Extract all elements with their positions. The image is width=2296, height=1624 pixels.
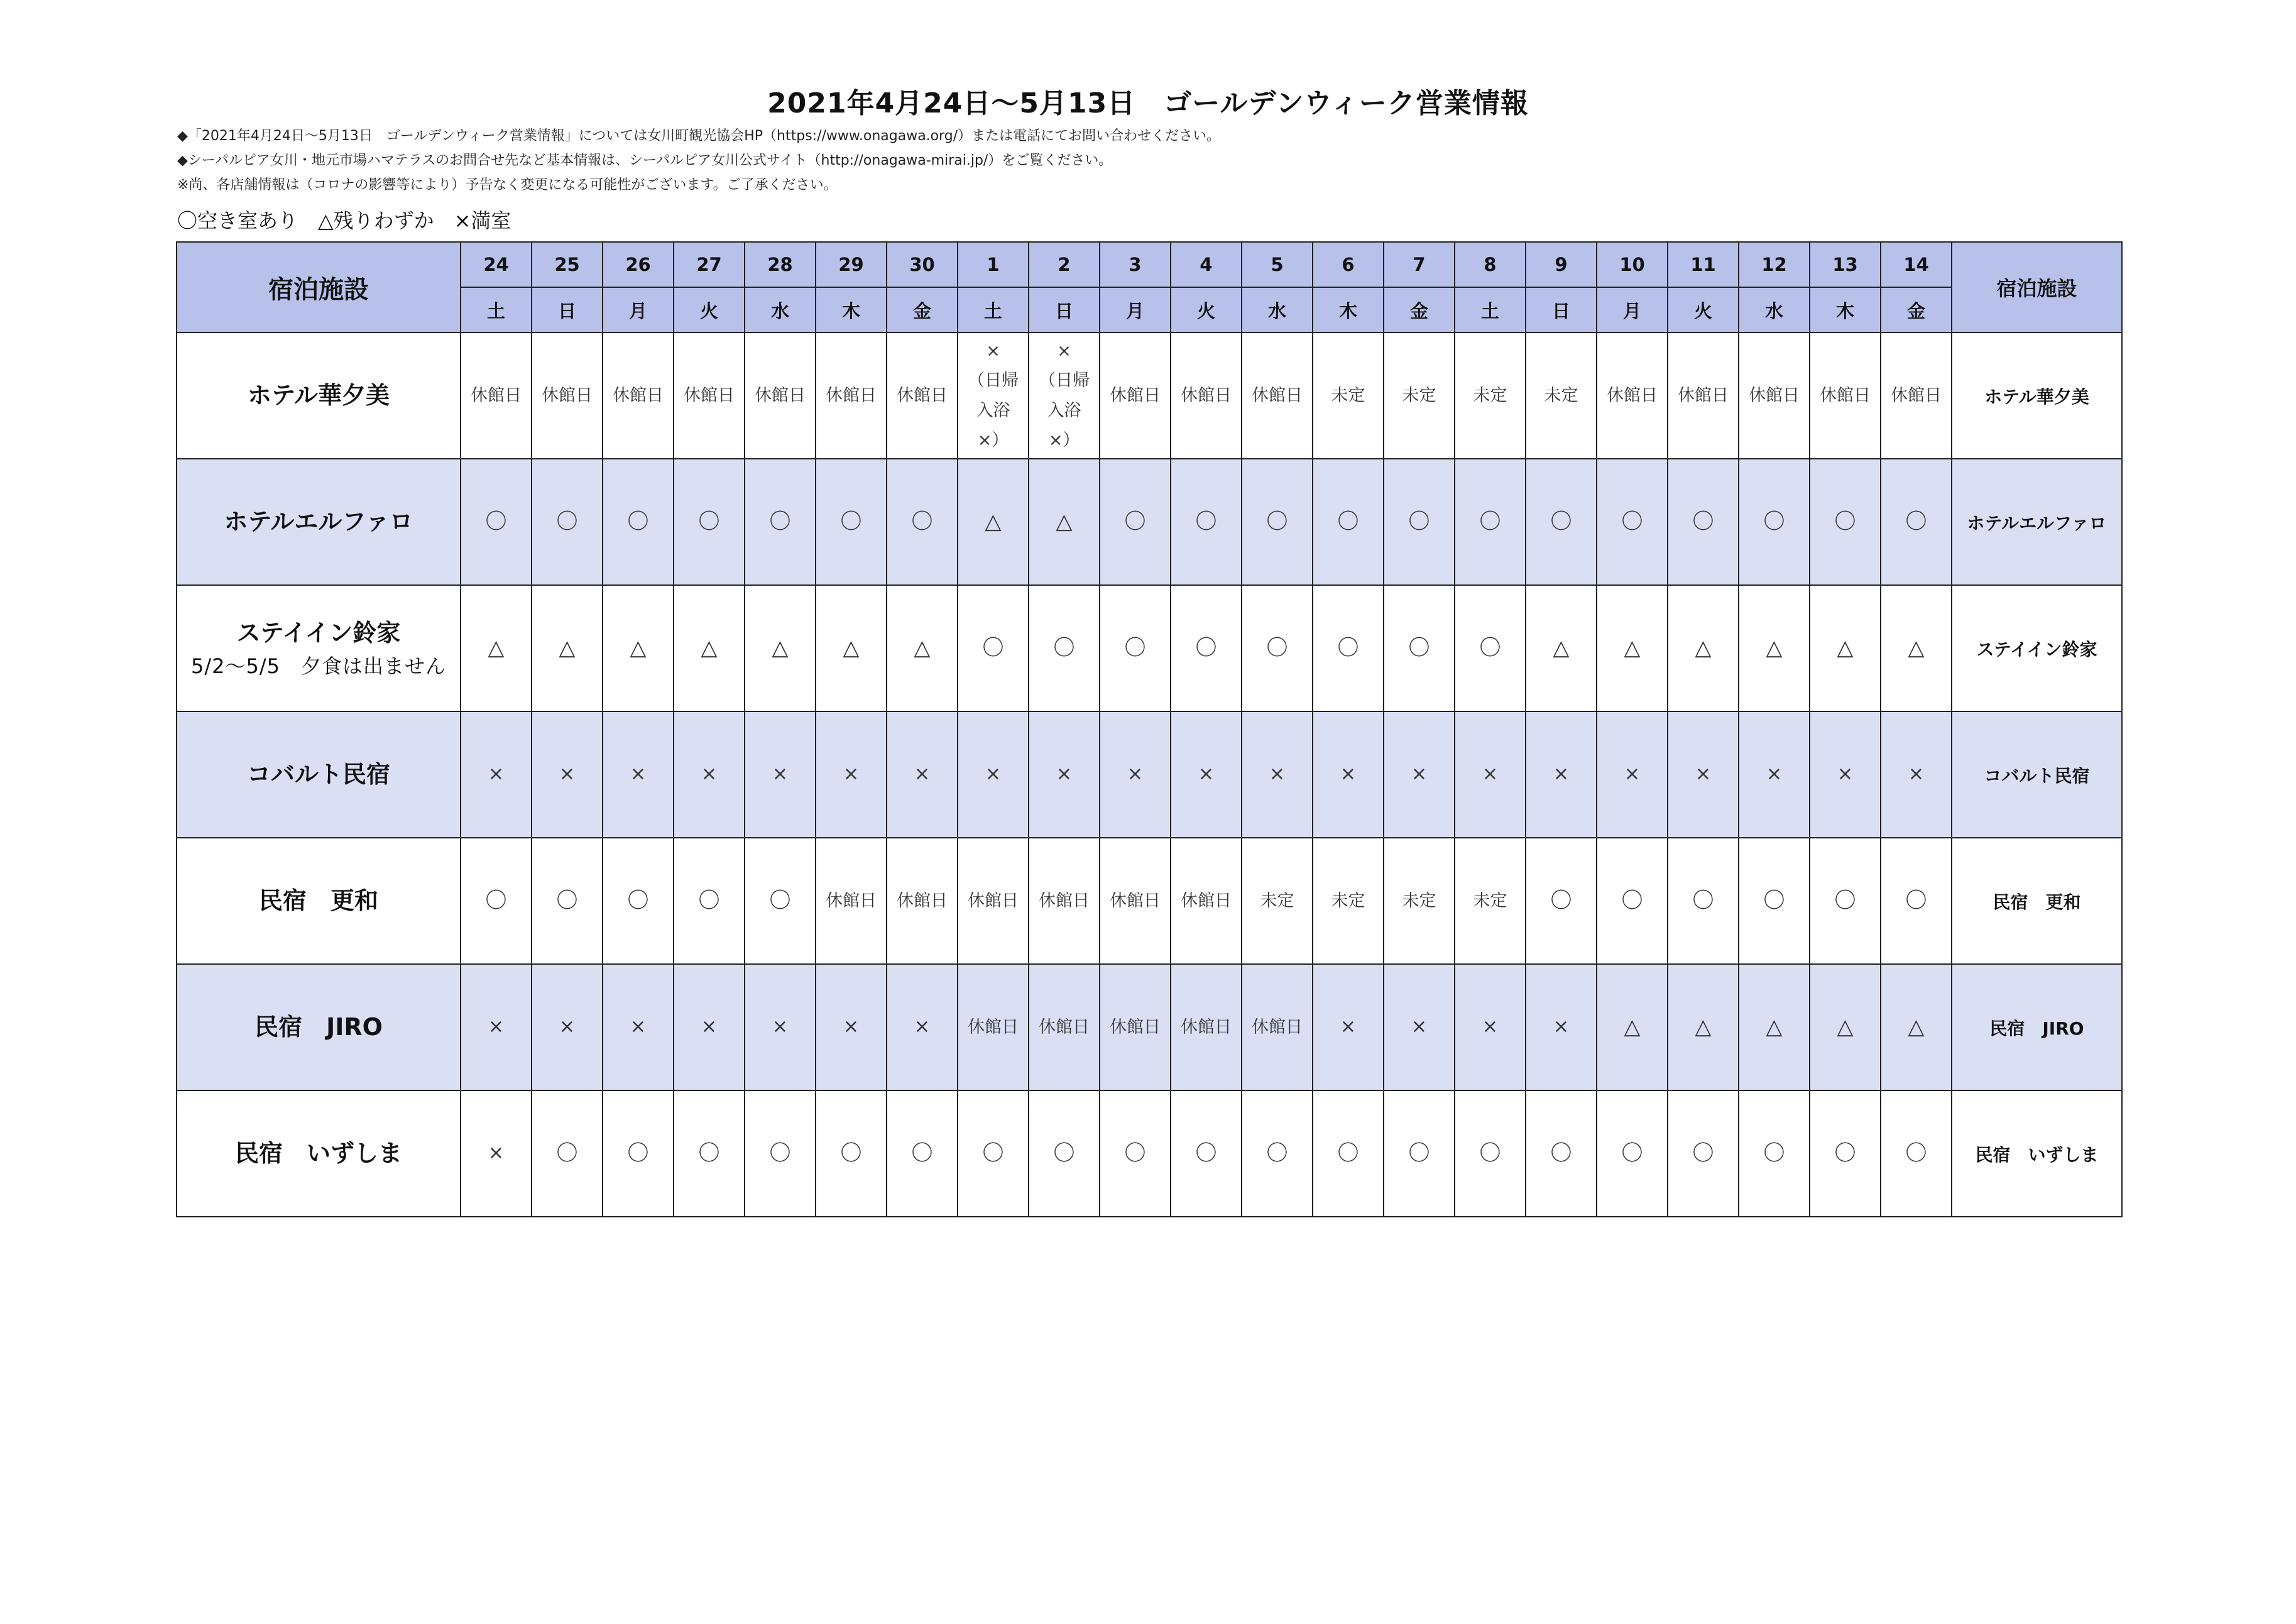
status-cell: 休館日 xyxy=(1242,964,1313,1090)
status-cell: 〇 xyxy=(887,1090,958,1217)
status-cell: 〇 xyxy=(1739,838,1810,964)
day-header: 24 xyxy=(461,242,532,287)
status-cell: 休館日 xyxy=(1171,838,1242,964)
status-cell: 〇 xyxy=(1313,585,1384,711)
status-cell: 〇 xyxy=(1668,459,1739,585)
day-header: 13 xyxy=(1810,242,1881,287)
note-line: ※尚、各店舗情報は（コロナの影響等により）予告なく変更になる可能性がございます。ご了承ください。 xyxy=(177,177,838,193)
status-cell: × xyxy=(461,711,532,838)
status-cell: × xyxy=(1739,711,1810,838)
status-cell: △ xyxy=(603,585,674,711)
page-title: 2021年4月24日～5月13日 ゴールデンウィーク営業情報 xyxy=(767,87,1529,119)
day-header: 29 xyxy=(816,242,887,287)
day-header: 11 xyxy=(1668,242,1739,287)
facility-name xyxy=(177,459,461,585)
status-cell: 〇 xyxy=(674,459,745,585)
status-cell: 〇 xyxy=(603,1090,674,1217)
facility-name-right: ステイイン鈴家 xyxy=(1952,585,2122,711)
status-cell: 休館日 xyxy=(745,332,816,459)
status-cell: × xyxy=(1810,711,1881,838)
status-cell: 〇 xyxy=(1029,1090,1100,1217)
weekday-header: 月 xyxy=(1597,287,1668,332)
facility-row xyxy=(177,838,2122,964)
facility-name xyxy=(177,585,461,711)
status-cell: 〇 xyxy=(1384,585,1455,711)
facility-row xyxy=(177,964,2122,1090)
status-cell: 〇 xyxy=(1384,459,1455,585)
weekday-header: 土 xyxy=(461,287,532,332)
status-cell: △ xyxy=(532,585,603,711)
status-cell: △ xyxy=(1810,585,1881,711)
status-cell: × xyxy=(603,964,674,1090)
facility-name xyxy=(177,1090,461,1217)
day-header: 25 xyxy=(532,242,603,287)
weekday-header: 月 xyxy=(603,287,674,332)
status-cell: × xyxy=(461,964,532,1090)
status-cell: △ xyxy=(461,585,532,711)
status-cell: × xyxy=(1668,711,1739,838)
status-cell: × xyxy=(1384,964,1455,1090)
day-header: 10 xyxy=(1597,242,1668,287)
status-cell: 〇 xyxy=(1881,838,1952,964)
day-header: 2 xyxy=(1029,242,1100,287)
status-cell: × xyxy=(674,964,745,1090)
status-cell: × xyxy=(887,964,958,1090)
status-cell: 未定 xyxy=(1384,838,1455,964)
status-cell: 〇 xyxy=(461,838,532,964)
status-cell: 〇 xyxy=(1242,1090,1313,1217)
facility-name-right: ホテル華夕美 xyxy=(1952,332,2122,459)
status-cell: 〇 xyxy=(1881,1090,1952,1217)
availability-table xyxy=(176,241,2123,1217)
facility-name xyxy=(177,332,461,459)
status-cell: △ xyxy=(816,585,887,711)
weekday-header: 土 xyxy=(1455,287,1526,332)
status-cell: 〇 xyxy=(1455,1090,1526,1217)
day-header: 26 xyxy=(603,242,674,287)
status-cell: 休館日 xyxy=(816,332,887,459)
status-cell: × xyxy=(1597,711,1668,838)
status-cell: △ xyxy=(674,585,745,711)
status-cell: × xyxy=(958,711,1029,838)
status-cell: 休館日 xyxy=(887,838,958,964)
facility-name-right: 民宿 JIRO xyxy=(1952,964,2122,1090)
facility-header-right: 宿泊施設 xyxy=(1952,242,2122,332)
status-cell: 休館日 xyxy=(1029,838,1100,964)
facility-name-right: 民宿 いずしま xyxy=(1952,1090,2122,1217)
weekday-header: 金 xyxy=(1384,287,1455,332)
status-cell: 休館日 xyxy=(1810,332,1881,459)
status-cell: × xyxy=(1526,964,1597,1090)
day-header: 9 xyxy=(1526,242,1597,287)
facility-row xyxy=(177,1090,2122,1217)
day-header: 8 xyxy=(1455,242,1526,287)
status-cell: 休館日 xyxy=(958,964,1029,1090)
status-cell: 休館日 xyxy=(532,332,603,459)
status-cell: × xyxy=(1455,711,1526,838)
weekday-header: 水 xyxy=(1739,287,1810,332)
status-cell: 〇 xyxy=(1526,1090,1597,1217)
day-header: 5 xyxy=(1242,242,1313,287)
status-cell: 休館日 xyxy=(1171,332,1242,459)
status-cell: 〇 xyxy=(958,1090,1029,1217)
status-cell: × xyxy=(1171,711,1242,838)
legend: 〇空き室あり △残りわずか ×満室 xyxy=(177,209,511,233)
status-cell: △ xyxy=(1526,585,1597,711)
status-cell: × xyxy=(1881,711,1952,838)
status-cell: 〇 xyxy=(1171,459,1242,585)
status-cell: 〇 xyxy=(1171,1090,1242,1217)
day-header: 14 xyxy=(1881,242,1952,287)
status-cell: 〇 xyxy=(745,838,816,964)
status-cell: 〇 xyxy=(745,1090,816,1217)
status-cell: 休館日 xyxy=(816,838,887,964)
status-cell: 休館日 xyxy=(1171,964,1242,1090)
facility-name-label: コバルト民宿 xyxy=(246,760,390,788)
status-cell: △ xyxy=(1029,459,1100,585)
status-cell: 〇 xyxy=(816,459,887,585)
status-cell: 休館日 xyxy=(1100,332,1171,459)
status-cell: 〇 xyxy=(745,459,816,585)
status-cell: 〇 xyxy=(1100,585,1171,711)
facility-name xyxy=(177,964,461,1090)
weekday-header: 火 xyxy=(1668,287,1739,332)
status-cell: 〇 xyxy=(1100,1090,1171,1217)
weekday-header: 土 xyxy=(958,287,1029,332)
weekday-header: 日 xyxy=(1526,287,1597,332)
weekday-header: 金 xyxy=(887,287,958,332)
status-cell: × xyxy=(1526,711,1597,838)
status-cell: × xyxy=(816,964,887,1090)
status-cell: × xyxy=(1313,711,1384,838)
status-cell: 休館日 xyxy=(1668,332,1739,459)
facility-header: 宿泊施設 xyxy=(177,242,461,332)
status-cell: × （日帰 入浴 ×） xyxy=(958,332,1029,459)
status-cell: 休館日 xyxy=(1100,964,1171,1090)
note-line: ◆「2021年4月24日～5月13日 ゴールデンウィーク営業情報」については女川町観光協会HP（https://www.onagawa.org/）または電話にてお問い合わせください。 xyxy=(177,128,1221,144)
status-cell: 〇 xyxy=(603,838,674,964)
status-cell: △ xyxy=(1668,964,1739,1090)
note-line: ◆シーパルピア女川・地元市場ハマテラスのお問合せ先など基本情報は、シーパルピア女川公式サイト（http://onagawa-mirai.jp/）をご覧ください。 xyxy=(177,153,1113,168)
status-cell: × xyxy=(532,964,603,1090)
facility-name-right: 民宿 更和 xyxy=(1952,838,2122,964)
status-cell: 休館日 xyxy=(1597,332,1668,459)
status-cell: △ xyxy=(745,585,816,711)
facility-name xyxy=(177,838,461,964)
status-cell: × xyxy=(745,711,816,838)
status-cell: △ xyxy=(1881,964,1952,1090)
facility-name xyxy=(177,711,461,838)
status-cell: × xyxy=(603,711,674,838)
status-cell: △ xyxy=(958,459,1029,585)
status-cell: 〇 xyxy=(674,838,745,964)
status-cell: 〇 xyxy=(1881,459,1952,585)
status-cell: 〇 xyxy=(958,585,1029,711)
status-cell: 〇 xyxy=(603,459,674,585)
weekday-header: 木 xyxy=(1810,287,1881,332)
status-cell: 〇 xyxy=(1739,1090,1810,1217)
status-cell: 休館日 xyxy=(603,332,674,459)
status-cell: 〇 xyxy=(1313,459,1384,585)
status-cell: 未定 xyxy=(1455,838,1526,964)
facility-name-right: ホテルエルファロ xyxy=(1952,459,2122,585)
status-cell: 〇 xyxy=(1455,459,1526,585)
facility-name-right: コバルト民宿 xyxy=(1952,711,2122,838)
status-cell: △ xyxy=(1668,585,1739,711)
status-cell: 〇 xyxy=(1384,1090,1455,1217)
status-cell: 休館日 xyxy=(1100,838,1171,964)
status-cell: △ xyxy=(1810,964,1881,1090)
day-header: 7 xyxy=(1384,242,1455,287)
status-cell: × xyxy=(1455,964,1526,1090)
status-cell: 〇 xyxy=(816,1090,887,1217)
status-cell: △ xyxy=(1597,964,1668,1090)
facility-name-label: 民宿 JIRO xyxy=(254,1013,383,1041)
weekday-header: 日 xyxy=(532,287,603,332)
day-header: 1 xyxy=(958,242,1029,287)
facility-name-label: ホテルエルファロ xyxy=(224,508,413,535)
status-cell: 〇 xyxy=(1739,459,1810,585)
date-header-row xyxy=(177,242,2122,287)
status-cell: 未定 xyxy=(1313,838,1384,964)
weekday-header: 木 xyxy=(816,287,887,332)
weekday-header-row xyxy=(177,287,2122,332)
status-cell: △ xyxy=(1739,964,1810,1090)
status-cell: × xyxy=(1384,711,1455,838)
facility-name-label: 民宿 更和 xyxy=(258,887,378,914)
status-cell: × xyxy=(1100,711,1171,838)
status-cell: 休館日 xyxy=(958,838,1029,964)
status-cell: 〇 xyxy=(532,1090,603,1217)
facility-row xyxy=(177,332,2122,459)
status-cell: 休館日 xyxy=(1881,332,1952,459)
day-header: 6 xyxy=(1313,242,1384,287)
weekday-header: 水 xyxy=(745,287,816,332)
day-header: 28 xyxy=(745,242,816,287)
facility-note: 5/2～5/5 夕食は出ません xyxy=(190,654,446,678)
day-header: 3 xyxy=(1100,242,1171,287)
status-cell: △ xyxy=(887,585,958,711)
status-cell: 〇 xyxy=(1029,585,1100,711)
status-cell: 〇 xyxy=(1242,585,1313,711)
facility-row xyxy=(177,711,2122,838)
status-cell: 〇 xyxy=(674,1090,745,1217)
status-cell: × （日帰 入浴 ×） xyxy=(1029,332,1100,459)
status-cell: △ xyxy=(1881,585,1952,711)
status-cell: △ xyxy=(1739,585,1810,711)
status-cell: 未定 xyxy=(1526,332,1597,459)
status-cell: 〇 xyxy=(532,459,603,585)
day-header: 30 xyxy=(887,242,958,287)
status-cell: 休館日 xyxy=(1242,332,1313,459)
weekday-header: 火 xyxy=(1171,287,1242,332)
weekday-header: 月 xyxy=(1100,287,1171,332)
weekday-header: 日 xyxy=(1029,287,1100,332)
status-cell: × xyxy=(1029,711,1100,838)
status-cell: 休館日 xyxy=(674,332,745,459)
status-cell: × xyxy=(887,711,958,838)
status-cell: 〇 xyxy=(1810,838,1881,964)
day-header: 12 xyxy=(1739,242,1810,287)
status-cell: 休館日 xyxy=(1739,332,1810,459)
weekday-header: 金 xyxy=(1881,287,1952,332)
status-cell: 〇 xyxy=(1526,459,1597,585)
status-cell: 未定 xyxy=(1384,332,1455,459)
status-cell: 〇 xyxy=(1100,459,1171,585)
status-cell: 〇 xyxy=(1810,1090,1881,1217)
status-cell: 〇 xyxy=(461,459,532,585)
status-cell: 〇 xyxy=(1242,459,1313,585)
status-cell: △ xyxy=(1597,585,1668,711)
status-cell: × xyxy=(674,711,745,838)
status-cell: 未定 xyxy=(1313,332,1384,459)
status-cell: 〇 xyxy=(1597,459,1668,585)
status-cell: 〇 xyxy=(1810,459,1881,585)
status-cell: 〇 xyxy=(1171,585,1242,711)
weekday-header: 木 xyxy=(1313,287,1384,332)
status-cell: × xyxy=(1242,711,1313,838)
facility-row xyxy=(177,459,2122,585)
status-cell: 〇 xyxy=(532,838,603,964)
day-header: 27 xyxy=(674,242,745,287)
facility-name-label: ステイイン鈴家 xyxy=(236,619,401,647)
status-cell: 〇 xyxy=(887,459,958,585)
facility-name-label: 民宿 いずしま xyxy=(234,1139,402,1167)
status-cell: × xyxy=(745,964,816,1090)
status-cell: 〇 xyxy=(1526,838,1597,964)
status-cell: × xyxy=(532,711,603,838)
status-cell: 休館日 xyxy=(461,332,532,459)
status-cell: 〇 xyxy=(1597,1090,1668,1217)
status-cell: 〇 xyxy=(1597,838,1668,964)
facility-name-label: ホテル華夕美 xyxy=(247,381,390,409)
status-cell: × xyxy=(816,711,887,838)
status-cell: 休館日 xyxy=(1029,964,1100,1090)
weekday-header: 火 xyxy=(674,287,745,332)
status-cell: 〇 xyxy=(1313,1090,1384,1217)
weekday-header: 水 xyxy=(1242,287,1313,332)
day-header: 4 xyxy=(1171,242,1242,287)
status-cell: × xyxy=(461,1090,532,1217)
status-cell: 未定 xyxy=(1242,838,1313,964)
status-cell: 未定 xyxy=(1455,332,1526,459)
status-cell: × xyxy=(1313,964,1384,1090)
status-cell: 〇 xyxy=(1668,838,1739,964)
status-cell: 〇 xyxy=(1668,1090,1739,1217)
status-cell: 〇 xyxy=(1455,585,1526,711)
status-cell: 休館日 xyxy=(887,332,958,459)
facility-row xyxy=(177,585,2122,711)
